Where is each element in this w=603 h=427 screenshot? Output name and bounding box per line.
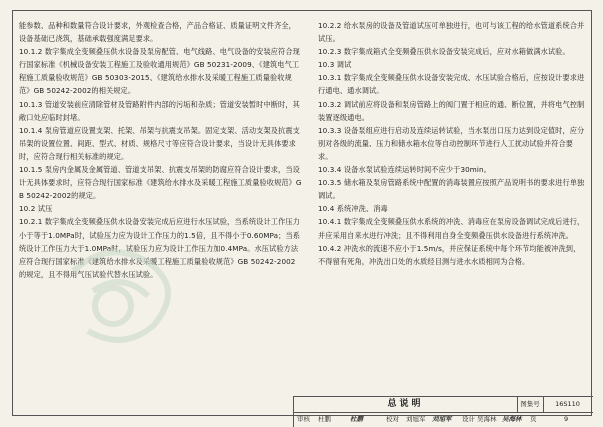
para-10-3-4: 10.3.4 设备水泵试验连续运转时间不应少于30min。	[318, 165, 491, 175]
para-left-1: 能参数、品种和数量符合设计要求，外观检查合格，产品合格证、质量证明文件齐全，设备基础已浇筑，基础承载强度满足要求。	[19, 21, 296, 44]
designer-signature: 吴海林	[502, 415, 522, 423]
atlas-number: 16S110	[555, 400, 580, 408]
atlas-label: 图集号	[517, 397, 544, 412]
check-label: 校对	[386, 415, 399, 423]
checker-name: 刘旭军	[406, 415, 426, 423]
checker-signature: 刘旭军	[432, 415, 452, 423]
designer-name: 吴海林	[477, 415, 497, 423]
para-10-1-5: 10.1.5 泵房内金属及金属管道、管道支吊架、抗震支吊架的防腐应符合设计要求，当设计无具体要求时，应符合现行国家标准《建筑给水排水及采暖工程施工质量验收规范》GB 50242-2002的规定。	[19, 165, 302, 201]
section-10-2-title: 10.2 试压	[19, 204, 53, 214]
para-10-2-3: 10.2.3 数字集成箱式全变频叠压供水设备安装完成后，应对水箱做满水试验。	[318, 47, 570, 57]
para-10-1-3: 10.1.3 管道安装前应清除管材及管路附件内部的污垢和杂质；管道安装暂时中断时，其敞口处应临时封堵。	[19, 99, 300, 122]
design-label: 设计	[462, 415, 475, 423]
page-label: 页	[530, 415, 537, 423]
drawing-title: 总说明	[294, 397, 518, 412]
reviewer-signature: 杜鹏	[350, 415, 363, 423]
para-10-2-1: 10.2.1 数字集成全变频叠压供水设备安装完成后应进行水压试验，当系统设计工作压力小于等于1.0MPa时，试验压力应为设计工作压力的1.5倍，且不得小于0.60MPa；当系统设计工作压力大于1.0MPa时，试验压力应为设计工作压力加0.4MPa。水压试验方法应符合现行国家标准《建筑给水排水及采暖工程施工质量验收规范》GB 50242-2002的规定，且不得用气压试验代替水压试验。	[19, 217, 301, 279]
title-block	[293, 396, 593, 427]
para-10-3-5: 10.3.5 储水箱及泵房管路系统中配置的消毒装置应按照产品说明书的要求进行单独调试。	[318, 178, 585, 201]
left-text-column	[19, 19, 302, 281]
para-10-1-4: 10.1.4 泵房管道应设置支架、托架、吊架与抗震支吊架。固定支架、活动支架及抗震支吊架的设置位置、间距、型式、材质、规格尺寸等应符合设计要求，当设计无具体要求时，应符合现行相关标准的规定。	[19, 125, 300, 161]
title-block-row-2	[294, 412, 593, 427]
para-10-2-2: 10.2.2 给水泵房的设备及管道试压可单独进行，也可与该工程的给水管道系统合并试压。	[318, 21, 585, 44]
section-10-3-title: 10.3 调试	[318, 60, 352, 70]
para-10-3-2: 10.3.2 调试前应将设备和泵房管路上的阀门置于相应的通、断位置，并将电气控制装置逐级通电。	[318, 99, 585, 122]
para-10-3-3: 10.3.3 设备泵组应进行启动及连续运转试验，当水泵出口压力达到设定值时，应分别对各级的流量、压力和储水箱水位等自动控制环节进行人工扰动试验并符合要求。	[318, 125, 585, 161]
title-block-row-1	[294, 397, 593, 413]
reviewer-name: 杜鹏	[318, 415, 331, 423]
page-number: 9	[564, 415, 569, 423]
para-10-3-1: 10.3.1 数字集成全变频叠压供水设备安装完成、水压试验合格后，应按设计要求进行通电、通水调试。	[318, 73, 585, 96]
para-10-4-1: 10.4.1 数字集成全变频叠压供水系统的冲洗、消毒应在泵房设备调试完成后进行，并应采用自来水进行冲洗；且不得利用自身全变频叠压供水设备进行系统冲洗。	[318, 217, 585, 240]
review-label: 审核	[297, 415, 310, 423]
section-10-4-title: 10.4 系统冲洗、消毒	[318, 204, 388, 214]
para-10-1-2: 10.1.2 数字集成全变频叠压供水设备及泵房配管、电气线路、电气设备的安装应符合现行国家标准《机械设备安装工程施工及验收通用规范》GB 50231-2009、《建筑电气工程施工质量验收规范》GB 50303-2015、《建筑给水排水及采暖工程施工质量验收规范》GB 50242-2002的相关规定。	[19, 47, 300, 96]
drawing-sheet	[12, 10, 592, 423]
para-10-4-2: 10.4.2 冲洗水的流速不应小于1.5m/s，并应保证系统中每个环节均能被冲洗到，不得留有死角，冲洗出口处的水质经目测与进水水质相同为合格。	[318, 243, 581, 266]
right-text-column	[318, 19, 587, 268]
